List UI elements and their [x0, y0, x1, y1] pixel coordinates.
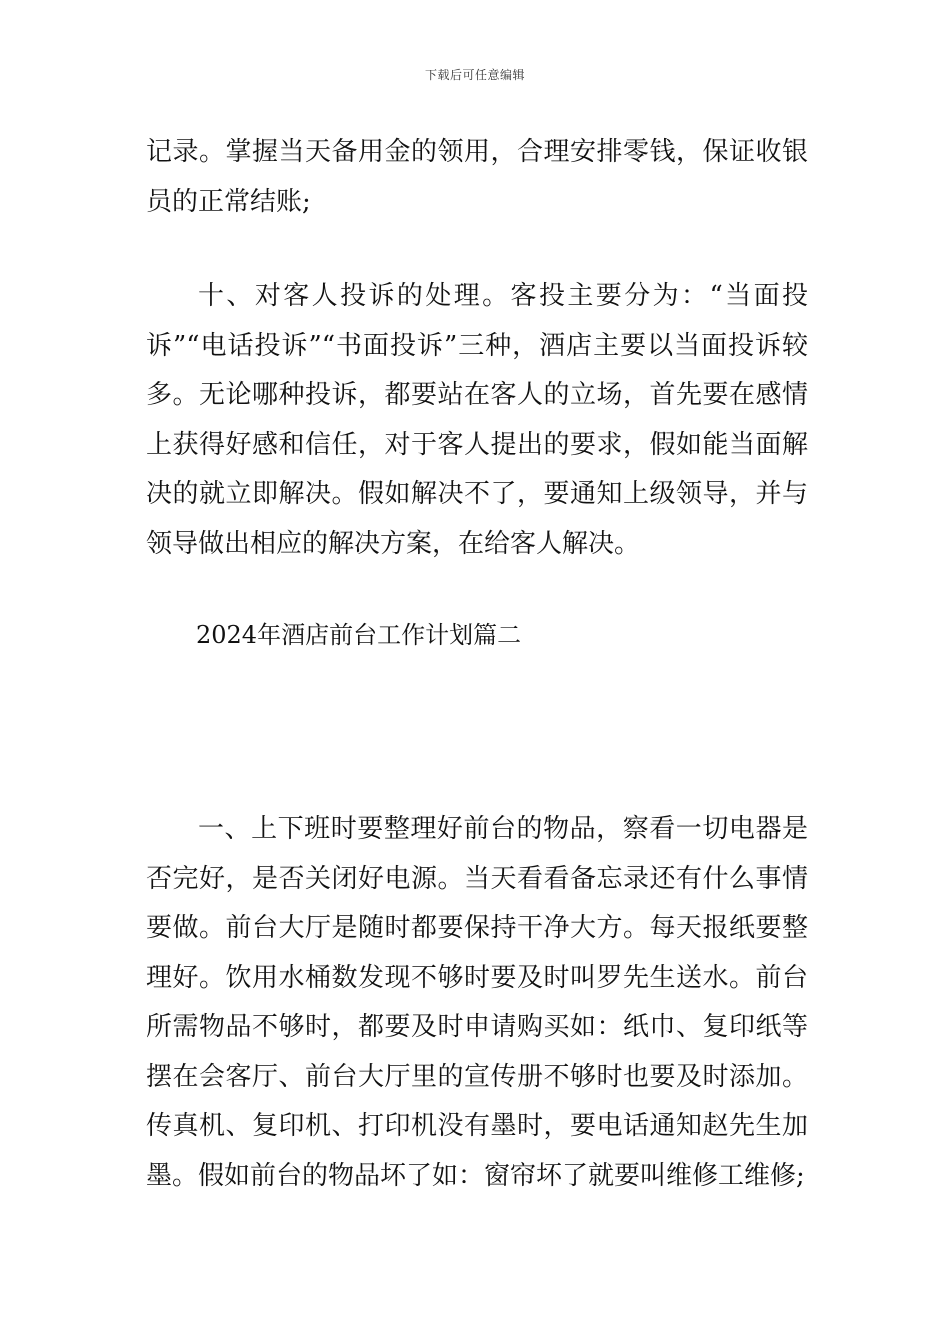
paragraph-shift-duties: 一、上下班时要整理好前台的物品，察看一切电器是否完好，是否关闭好电源。当天看看备忘录还有什么事情要做。前台大厅是随时都要保持干净大方。每天报纸要整理好。饮用水桶数发现不够时要及时叫罗先生送水。前台所需物品不够时，都要及时申请购买如：纸巾、复印纸等摆在会客厅、前台大厅里的宣传册不够时也要及时添加。传真机、复印机、打印机没有墨时，要电话通知赵先生加墨。假如前台的物品坏了如：窗帘坏了就要叫维修工维修; — [146, 814, 808, 1191]
document-body — [146, 128, 808, 1201]
page-header: 下载后可任意编辑 — [424, 68, 525, 82]
paragraph-continuation: 记录。掌握当天备用金的领用，合理安排零钱，保证收银员的正常结账; — [146, 137, 808, 217]
section-heading: 2024年酒店前台工作计划篇二 — [196, 621, 522, 649]
paragraph-complaint-handling: 十、对客人投诉的处理。客投主要分为：“当面投诉”“电话投诉”“书面投诉”三种，酒店主要以当面投诉较多。无论哪种投诉，都要站在客人的立场，首先要在感情上获得好感和信任，对于客人提出的要求，假如能当面解决的就立即解决。假如解决不了，要通知上级领导，并与领导做出相应的解决方案，在给客人解决。 — [146, 281, 808, 559]
